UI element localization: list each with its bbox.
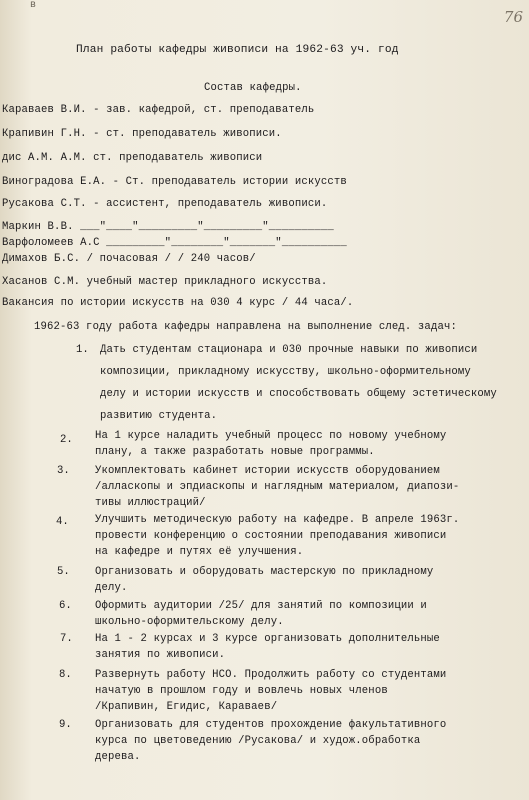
task-line: На 1 - 2 курсах и 3 курсе организовать дополнительные [95,633,440,645]
task-line: развитию студента. [100,410,218,422]
task-number: 7. [60,633,73,645]
document-title: План работы кафедры живописи на 1962-63 уч. год [76,44,399,56]
task-line: На 1 курсе наладить учебный процесс по новому учебному [95,430,447,442]
task-line: школьно-оформительскому делу. [95,616,284,628]
task-line: провести конференцию о состоянии преподавания живописи [95,530,447,542]
staff-line: Хасанов С.М. учебный мастер прикладного искусства. [2,276,328,288]
task-number: 8. [59,669,72,681]
task-line: плану, а также разработать новые программы. [95,446,375,458]
task-line: Укомплектовать кабинет истории искусств оборудованием [95,465,440,477]
task-number: 9. [59,719,72,731]
intro-paragraph: 1962-63 году работа кафедры направлена на выполнение след. задач: [34,321,457,333]
staff-heading: Состав кафедры. [204,82,302,94]
task-line: Организовать и оборудовать мастерскую по прикладному [95,566,434,578]
task-number: 1. [76,344,89,356]
task-line: дерева. [95,751,141,763]
task-line: /Крапивин, Егидис, Караваев/ [95,701,278,713]
task-line: композиции, прикладному искусству, школьно-оформительному [100,366,471,378]
task-number: 6. [59,600,72,612]
task-number: 2. [60,434,73,446]
staff-line: Димахов Б.С. / почасовая / / 240 часов/ [2,253,256,265]
staff-line: Караваев В.И. - зав. кафедрой, ст. преподаватель [2,104,315,116]
task-line: на кафедре и путях её улучшения. [95,546,304,558]
task-line: делу. [95,582,128,594]
task-line: занятия по живописи. [95,649,226,661]
task-line: тивы иллюстраций/ [95,497,206,509]
edge-mark: в [30,0,37,11]
staff-line: Маркин В.В. ___"____"_________"_________"__________ [2,221,334,233]
task-number: 5. [57,566,70,578]
task-number: 4. [56,516,69,528]
task-line: Оформить аудитории /25/ для занятий по композиции и [95,600,427,612]
task-line: делу и истории искусств и способствовать общему эстетическому [100,388,497,400]
staff-line: дис А.М. А.М. ст. преподаватель живописи [2,152,263,164]
staff-line: Вакансия по истории искусств на 030 4 курс / 44 часа/. [2,297,354,309]
staff-line: Крапивин Г.Н. - ст. преподаватель живописи. [2,128,282,140]
staff-line: Варфоломеев А.С _________"________"_______"__________ [2,237,347,249]
task-line: начатую в прошлом году и вовлечь новых членов [95,685,388,697]
task-line: Организовать для студентов прохождение факультативного [95,719,447,731]
task-line: Улучшить методическую работу на кафедре. В апреле 1963г. [95,514,460,526]
task-line: /алласкопы и эпдиаскопы и наглядным материалом, диапози- [95,481,460,493]
task-line: Развернуть работу НСО. Продолжить работу со студентами [95,669,447,681]
task-number: 3. [57,465,70,477]
task-line: Дать студентам стационара и 030 прочные навыки по живописи [100,344,478,356]
handwritten-page-number: 76 [503,8,523,26]
staff-line: Виноградова Е.А. - Ст. преподаватель истории искусств [2,176,347,188]
staff-line: Русакова С.Т. - ассистент, преподаватель живописи. [2,198,328,210]
task-line: курса по цветоведению /Русакова/ и худож.обработка [95,735,421,747]
